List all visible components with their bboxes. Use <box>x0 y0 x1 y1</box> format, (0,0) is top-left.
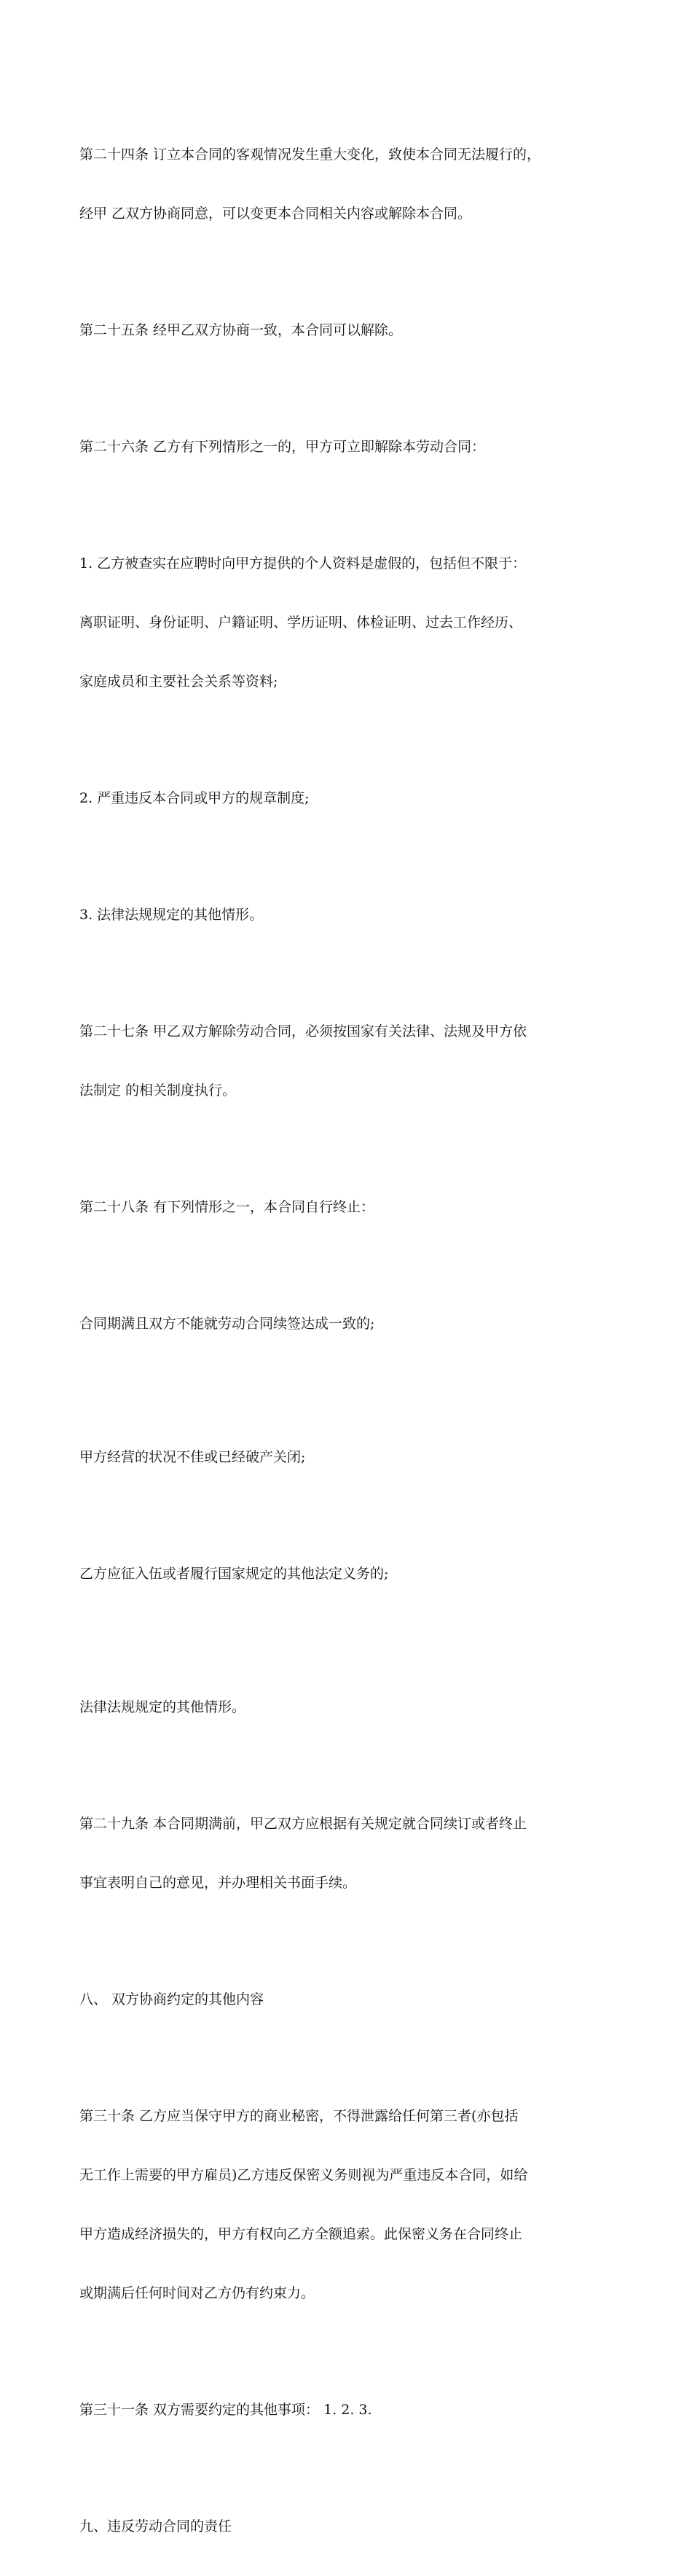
text-line: 无工作上需要的甲方雇员)乙方违反保密义务则视为严重违反本合同，如给 <box>79 2167 528 2183</box>
section-heading-8 <box>79 1951 626 2049</box>
text-line: 甲方造成经济损失的，甲方有权向乙方全额追索。此保密义务在合同终止 <box>79 2226 523 2242</box>
paragraph-article-28 <box>79 1158 626 1257</box>
text-line: 法律法规规定的其他情形。 <box>79 1699 246 1715</box>
text-line: 九、违反劳动合同的责任 <box>79 2518 232 2534</box>
paragraph-article-25 <box>79 281 626 380</box>
text-line: 法制定 的相关制度执行。 <box>79 1082 237 1098</box>
text-line: 第二十七条 甲乙双方解除劳动合同，必须按国家有关法律、法规及甲方依 <box>79 1023 527 1039</box>
paragraph-termination-2 <box>79 1408 626 1507</box>
text-line: 乙方应征入伍或者履行国家规定的其他法定义务的; <box>79 1566 389 1582</box>
text-line: 第二十八条 有下列情形之一，本合同自行终止： <box>79 1199 375 1215</box>
text-line: 1. 乙方被查实在应聘时向甲方提供的个人资料是虚假的，包括但不限于： <box>79 555 527 571</box>
text-line: 经甲 乙双方协商同意，可以变更本合同相关内容或解除本合同。 <box>79 206 472 222</box>
document-page <box>79 106 626 2576</box>
text-line: 第三十条 乙方应当保守甲方的商业秘密，不得泄露给任何第三者(亦包括 <box>79 2108 519 2124</box>
text-line: 第二十四条 订立本合同的客观情况发生重大变化，致使本合同无法履行的， <box>79 147 541 163</box>
text-line: 八、 双方协商约定的其他内容 <box>79 1991 264 2007</box>
paragraph-article-31 <box>79 2361 626 2459</box>
paragraph-item-3 <box>79 866 626 964</box>
paragraph-termination-4 <box>79 1658 626 1757</box>
text-line: 事宜表明自己的意见，并办理相关书面手续。 <box>79 1875 357 1891</box>
paragraph-article-26 <box>79 398 626 496</box>
text-line: 甲方经营的状况不佳或已经破产关闭; <box>79 1449 306 1465</box>
text-line: 或期满后任何时间对乙方仍有约束力。 <box>79 2285 315 2301</box>
text-line: 第三十一条 双方需要约定的其他事项： 1. 2. 3. <box>79 2402 372 2418</box>
paragraph-item-1 <box>79 515 626 731</box>
text-line: 家庭成员和主要社会关系等资料; <box>79 674 278 690</box>
paragraph-article-29 <box>79 1775 626 1932</box>
paragraph-termination-3 <box>79 1525 626 1623</box>
text-line: 3. 法律法规规定的其他情形。 <box>79 907 264 923</box>
text-line: 第二十六条 乙方有下列情形之一的，甲方可立即解除本劳动合同： <box>79 439 486 455</box>
paragraph-article-24 <box>79 106 626 263</box>
paragraph-article-27 <box>79 983 626 1140</box>
text-line: 2. 严重违反本合同或甲方的规章制度; <box>79 790 310 806</box>
section-heading-9 <box>79 2478 626 2576</box>
paragraph-item-2 <box>79 749 626 848</box>
text-line: 合同期满且双方不能就劳动合同续签达成一致的; <box>79 1316 375 1332</box>
text-line: 第二十五条 经甲乙双方协商一致，本合同可以解除。 <box>79 322 403 338</box>
text-line: 离职证明、身份证明、户籍证明、学历证明、体检证明、过去工作经历、 <box>79 614 523 631</box>
text-line: 第二十九条 本合同期满前，甲乙双方应根据有关规定就合同续订或者终止 <box>79 1816 527 1832</box>
paragraph-article-30 <box>79 2067 626 2343</box>
paragraph-termination-1 <box>79 1275 626 1373</box>
